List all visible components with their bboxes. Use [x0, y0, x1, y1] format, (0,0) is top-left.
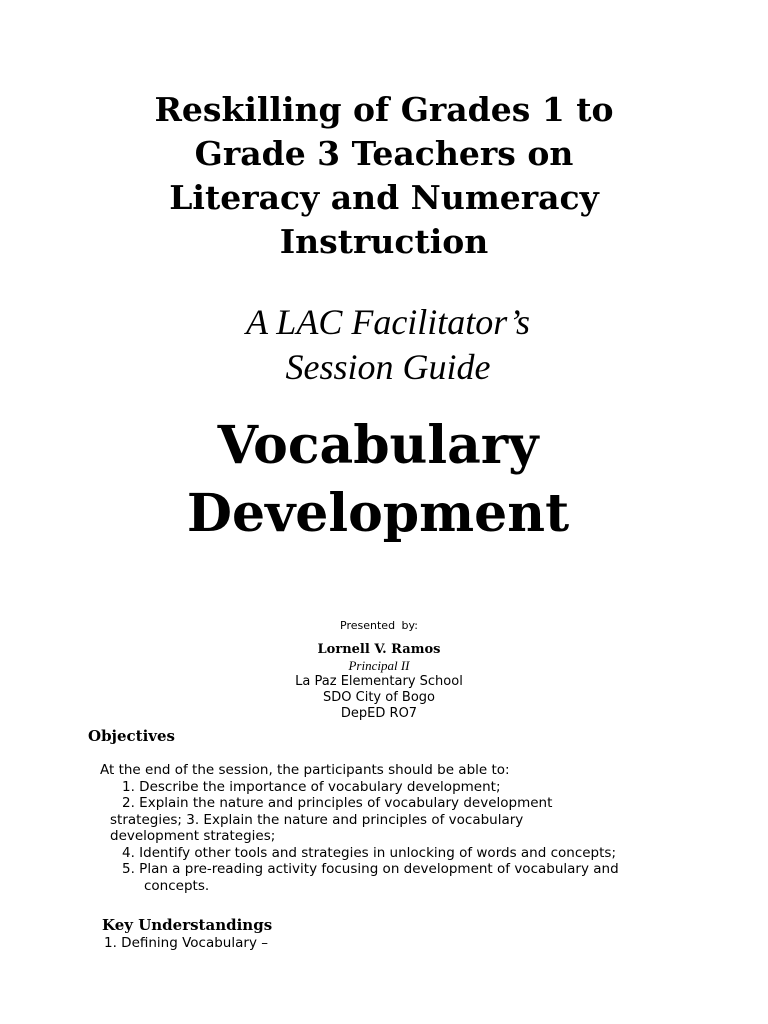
- objective-item: [122, 795, 700, 812]
- objective-line: 5. Plan a pre-reading activity focusing on development of vocabulary and: [122, 861, 619, 877]
- document-title: [0, 88, 768, 264]
- presenter-region: DepED RO7: [340, 706, 418, 721]
- objective-line: strategies; 3. Explain the nature and principles of vocabulary: [110, 811, 524, 828]
- presenter-name: Lornell V. Ramos: [317, 642, 441, 657]
- presenter-division: SDO City of Bogo: [323, 690, 435, 705]
- objective-item: 1. Describe the importance of vocabulary development;: [122, 778, 501, 795]
- title-line: Reskilling of Grades 1 to: [154, 90, 614, 129]
- objective-item: [122, 861, 700, 894]
- document-subtitle: [0, 300, 768, 390]
- objective-line: concepts.: [144, 877, 210, 894]
- presenter-school: La Paz Elementary School: [295, 674, 463, 689]
- topic-line: Development: [186, 483, 570, 544]
- objectives-heading: Objectives: [88, 727, 175, 745]
- subtitle-line: A LAC Facilitator’s: [245, 302, 531, 342]
- key-understandings-heading: Key Understandings: [102, 916, 273, 934]
- objectives-list: [100, 762, 700, 894]
- session-topic: [0, 412, 768, 548]
- objectives-intro: At the end of the session, the participants should be able to:: [100, 762, 510, 778]
- topic-line: Vocabulary: [217, 415, 539, 476]
- key-understanding-item: 1. Defining Vocabulary –: [104, 935, 268, 951]
- presented-by-label: Presented by:: [340, 619, 418, 632]
- title-line: Instruction: [279, 222, 489, 261]
- subtitle-line: Session Guide: [285, 347, 491, 387]
- title-line: Literacy and Numeracy: [169, 178, 599, 217]
- presenter-block: [0, 618, 768, 722]
- objective-line: 2. Explain the nature and principles of vocabulary development: [122, 795, 553, 811]
- presenter-role: Principal II: [348, 658, 410, 673]
- title-line: Grade 3 Teachers on: [194, 134, 574, 173]
- objective-item: 4. Identify other tools and strategies in unlocking of words and concepts;: [122, 844, 616, 861]
- objective-line: development strategies;: [110, 828, 276, 844]
